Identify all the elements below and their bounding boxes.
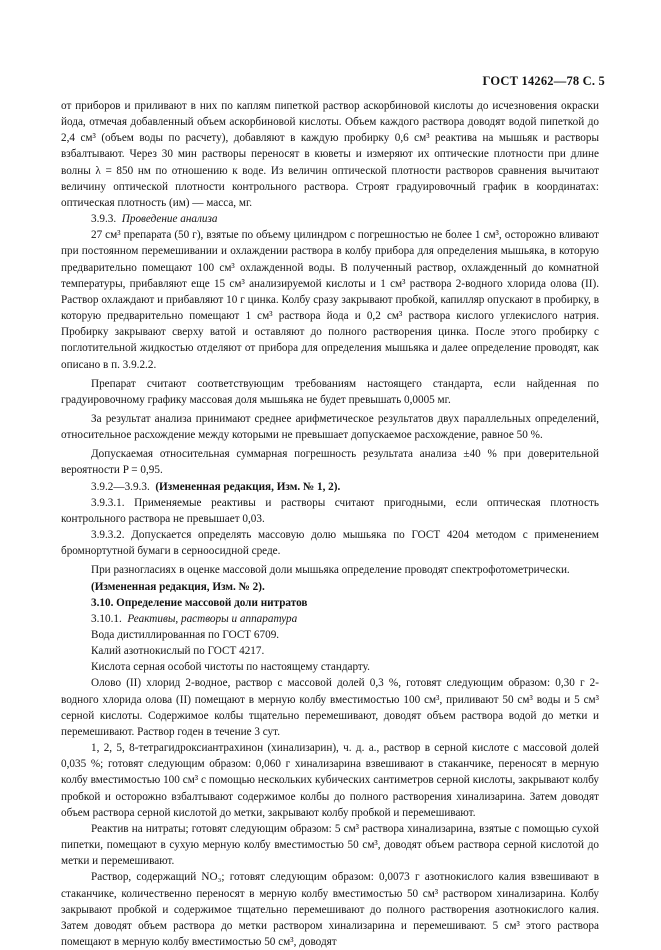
section-heading-3-9-3: [61, 211, 599, 227]
paragraph: Раствор, содержащий NO₃; готовят следующим образом: 0,0073 г азотнокислого калия взвешивают в стаканчике, количественно переносят в мерную колбу вместимостью 50 см³ раствором хинализарина. Колбу закрывают пробкой и содержимое тщательно перемешивают до полного растворения азотнокислого калия. Затем доводят объем раствора до метки раствором хинализарина и перемешивают. 5 см³ этого раствора помещают в мерную колбу вместимостью 50 см³, доводят: [61, 871, 599, 948]
paragraph: При разногласиях в оценке массовой доли мышьяка определение проводят спектрофотометрически.: [91, 564, 570, 577]
section-title: Реактивы, растворы и аппаратура: [127, 612, 298, 625]
section-number: 3.9.3.: [91, 213, 117, 226]
amendment-note: (Измененная редакция, Изм. № 2).: [91, 580, 265, 593]
list-item: Кислота серная особой чистоты по настоящему стандарту.: [91, 661, 370, 674]
section-number: 3.9.2—3.9.3.: [91, 480, 150, 493]
paragraph: Олово (II) хлорид 2-водное, раствор с массовой долей 0,3 %, готовят следующим образом: 0,30 г 2-водного хлорида олова (II) помещают в мерную колбу вместимостью 100 см³, приливают 50 см³ воды и 5 см³ серной кислоты. Содержимое колбы тщательно перемешивают, доводят объем раствора водой до метки и перемешивают. Раствор годен в течение 3 сут.: [61, 677, 599, 738]
section-title: Проведение анализа: [121, 213, 218, 226]
paragraph: от приборов и приливают в них по каплям пипеткой раствор аскорбиновой кислоты до исчезновения окраски йода, отмечая добавленный объем аскорбиновой кислоты. Объем каждого раствора доводят водой пипеткой до 2,4 см³ (объем воды по расчету), добавляют в каждую пробирку 0,6 см³ реактива на мышьяк и растворы взбалтывают. Через 30 мин растворы переносят в кюветы и измеряют их оптические плотности при длине волны λ = 850 нм по отношению к воде. Из величин оптической плотности растворов сравнения вычитают величину оптической плотности контрольного раствора. Строят градуировочный график в координатах: оптическая плотность (им) — масса, мг.: [61, 100, 599, 209]
section-heading-3-10: 3.10. Определение массовой доли нитратов: [91, 596, 308, 609]
list-item: Калий азотнокислый по ГОСТ 4217.: [91, 645, 265, 658]
page-header: ГОСТ 14262—78 С. 5: [482, 74, 605, 88]
paragraph: 3.9.3.2. Допускается определять массовую долю мышьяка по ГОСТ 4204 методом с применением бромнортутной бумаги в серноосидной среде.: [61, 529, 599, 558]
paragraph: Препарат считают соответствующим требованиям настоящего стандарта, если найденная по градуировочному графику массовая доля мышьяка не будет превышать 0,0005 мг.: [61, 377, 599, 406]
paragraph: Реактив на нитраты; готовят следующим образом: 5 см³ раствора хинализарина, взятые с помощью сухой пипетки, помещают в сухую мерную колбу вместимостью 50 см³, доводят объем раствора серной кислотой до метки и перемешивают.: [61, 822, 599, 868]
document-body: [61, 98, 599, 950]
amendment-note: [61, 479, 599, 495]
paragraph: 27 см³ препарата (50 г), взятые по объему цилиндром с погрешностью не более 1 см³, осторожно вливают при постоянном перемешивании и охлаждении раствора в колбу прибора для определения мышьяка, в которую предварительно помещают 100 см³ охлажденной воды. В полученный раствор, охлажденный до комнатной температуры, прибавляют еще 15 см³ анализируемой кислоты и 1 см³ раствора 2-водного хлорида олова (II). Раствор охлаждают и прибавляют 10 г цинка. Колбу сразу закрывают пробкой, капилляр опускают в пробирку, в которую предварительно помещают 1 см³ раствора йода и 0,2 см³ раствора кислого углекислого натрия. Пробирку закрывают сверху ватой и оставляют до полного растворения цинка. После этого пробирку с поглотительной жидкостью отделяют от прибора для определения мышьяка и далее определение проводят, как описано в п. 3.9.2.2.: [61, 229, 599, 371]
paragraph: 1, 2, 5, 8-тетрагидроксиантрахинон (хинализарин), ч. д. а., раствор в серной кислоте с массовой долей 0,035 %; готовят следующим образом: 0,060 г хинализарина взвешивают в стаканчике, переносят в мерную колбу вместимостью 100 см³ с помощью нескольких кубических сантиметров серной кислоты, закрывают колбу пробкой и осторожно взбалтывают содержимое колбы до полного растворения хинализарина. Затем доводят объем раствора серной кислотой до метки, закрывают колбу пробкой и перемешивают.: [61, 742, 599, 819]
section-heading-3-10-1: [61, 611, 599, 627]
paragraph: Допускаемая относительная суммарная погрешность результата анализа ±40 % при доверительной вероятности P = 0,95.: [61, 448, 599, 477]
paragraph: За результат анализа принимают среднее арифметическое результатов двух параллельных определений, относительное расхождение между которыми не превышает допускаемое расхождение, равное 50 %.: [61, 412, 599, 442]
list-item: Вода дистиллированная по ГОСТ 6709.: [91, 629, 280, 641]
section-number: 3.10.1.: [91, 612, 122, 625]
amendment-label: (Измененная редакция, Изм. № 1, 2).: [155, 480, 341, 493]
paragraph: 3.9.3.1. Применяемые реактивы и растворы считают пригодными, если оптическая плотность контрольного раствора не превышает 0,03.: [61, 496, 599, 525]
